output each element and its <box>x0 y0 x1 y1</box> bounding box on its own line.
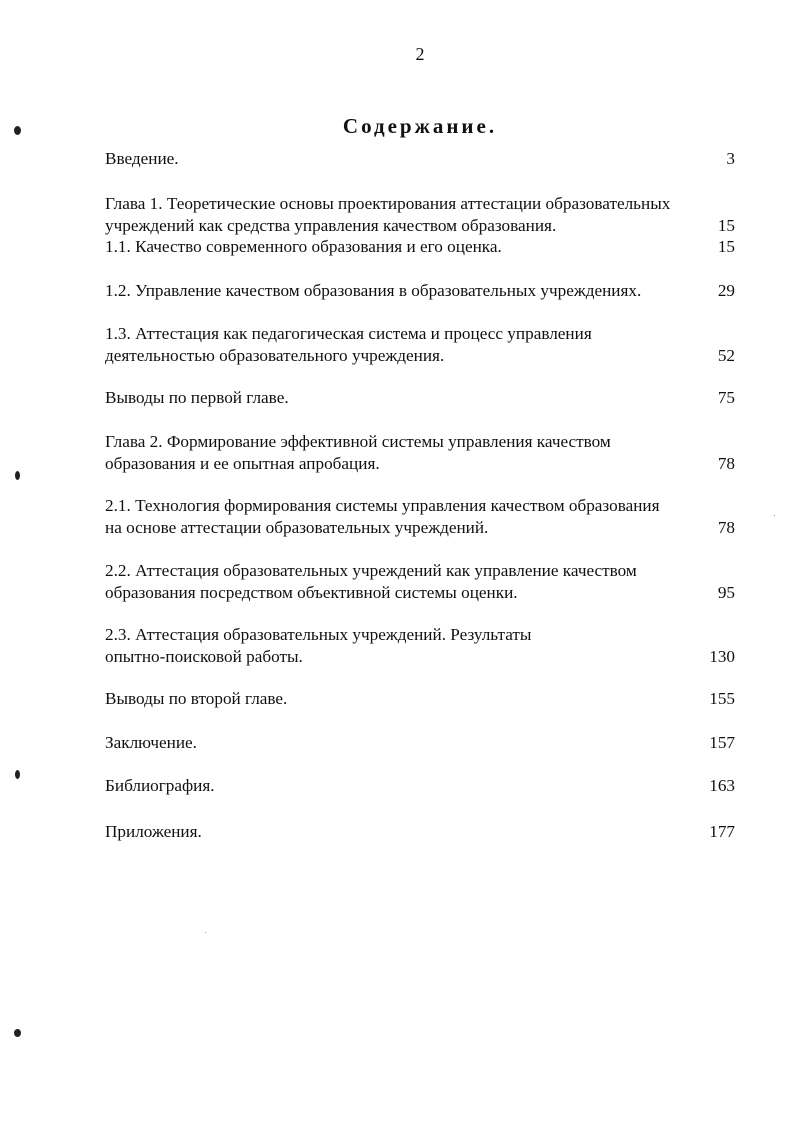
toc-entry-line <box>105 280 735 302</box>
toc-entry-line <box>105 646 735 668</box>
toc-entry-text: Выводы по первой главе. <box>105 388 289 407</box>
toc-entry <box>105 280 735 302</box>
toc-entry-text: 2.3. Аттестация образовательных учреждений. Результаты <box>105 625 532 644</box>
toc-entry-text: образования посредством объективной системы оценки. <box>105 583 518 602</box>
toc-entry-text: Приложения. <box>105 822 202 841</box>
toc-entry-line <box>105 193 735 215</box>
toc-entry-text: деятельностью образовательного учреждения. <box>105 346 445 365</box>
toc-entry <box>105 775 735 797</box>
toc-entry-text: Заключение. <box>105 733 197 752</box>
toc-entry-text: Глава 2. Формирование эффективной системы управления качеством <box>105 432 611 451</box>
toc-entry <box>105 495 735 539</box>
toc-entry-line <box>105 624 735 646</box>
toc-entry <box>105 323 735 367</box>
scan-speck <box>774 515 775 516</box>
toc-entry-page: 52 <box>717 346 735 365</box>
toc-entry-text: Глава 1. Теоретические основы проектирования аттестации образовательных <box>105 194 671 213</box>
toc-entry-page: 155 <box>709 689 735 708</box>
toc-entry <box>105 821 735 843</box>
toc-entry-line <box>105 387 735 409</box>
toc-entry-text: Библиография. <box>105 776 215 795</box>
toc-entry <box>105 193 735 237</box>
toc-entry <box>105 624 735 668</box>
toc-entry-text: 2.2. Аттестация образовательных учреждений как управление качеством <box>105 561 637 580</box>
scan-mark <box>14 126 21 135</box>
toc-entry-text: опытно-поисковой работы. <box>105 647 303 666</box>
toc-entry-text: Введение. <box>105 149 179 168</box>
scan-speck <box>205 932 206 933</box>
toc-entry-line <box>105 345 735 367</box>
toc-entry-line <box>105 821 735 843</box>
toc-entry-line <box>105 453 735 475</box>
page-number: 2 <box>415 44 425 64</box>
toc-entry-text: Выводы по второй главе. <box>105 689 288 708</box>
toc-entry-page: 75 <box>717 388 735 407</box>
toc-entry-line <box>105 236 735 258</box>
toc-entry-page: 78 <box>717 518 735 537</box>
toc-entry-page: 15 <box>717 237 735 256</box>
toc-entry-text: на основе аттестации образовательных учреждений. <box>105 518 489 537</box>
toc-entry-line <box>105 431 735 453</box>
toc-entry-page: 130 <box>709 647 735 666</box>
scan-mark <box>14 1029 21 1037</box>
toc-entry-text: 2.1. Технология формирования системы управления качеством образования <box>105 496 660 515</box>
toc-entry-page: 29 <box>717 281 735 300</box>
scan-mark <box>15 471 20 480</box>
toc-entry-line <box>105 148 735 170</box>
toc-entry <box>105 688 735 710</box>
toc-entry-page: 163 <box>709 776 735 795</box>
toc-entry <box>105 732 735 754</box>
toc-entry-line <box>105 688 735 710</box>
toc-entry-text: 1.3. Аттестация как педагогическая система и процесс управления <box>105 324 592 343</box>
toc-entry-text: 1.2. Управление качеством образования в образовательных учреждениях. <box>105 281 642 300</box>
toc-entry-line <box>105 560 735 582</box>
toc-entry-page: 78 <box>717 454 735 473</box>
toc-entry <box>105 236 735 258</box>
toc-entry <box>105 431 735 475</box>
toc-entry-page: 95 <box>717 583 735 602</box>
toc-entry-line <box>105 517 735 539</box>
toc-entry-text: 1.1. Качество современного образования и его оценка. <box>105 237 502 256</box>
toc-entry-line <box>105 775 735 797</box>
toc-title: Содержание. <box>342 114 498 138</box>
toc-entry-page: 177 <box>709 822 735 841</box>
toc-entry-text: учреждений как средства управления качеством образования. <box>105 216 557 235</box>
toc-entry <box>105 148 735 170</box>
toc-entry-line <box>105 215 735 237</box>
toc-entry <box>105 560 735 604</box>
toc-entry-line <box>105 732 735 754</box>
toc-entry-line <box>105 323 735 345</box>
toc-entry-line <box>105 582 735 604</box>
toc-entry-page: 3 <box>726 149 735 168</box>
toc-entry-line <box>105 495 735 517</box>
toc-entry <box>105 387 735 409</box>
toc-entry-page: 15 <box>717 216 735 235</box>
toc-entry-text: образования и ее опытная апробация. <box>105 454 380 473</box>
toc-entry-page: 157 <box>709 733 735 752</box>
scan-mark <box>15 770 20 779</box>
